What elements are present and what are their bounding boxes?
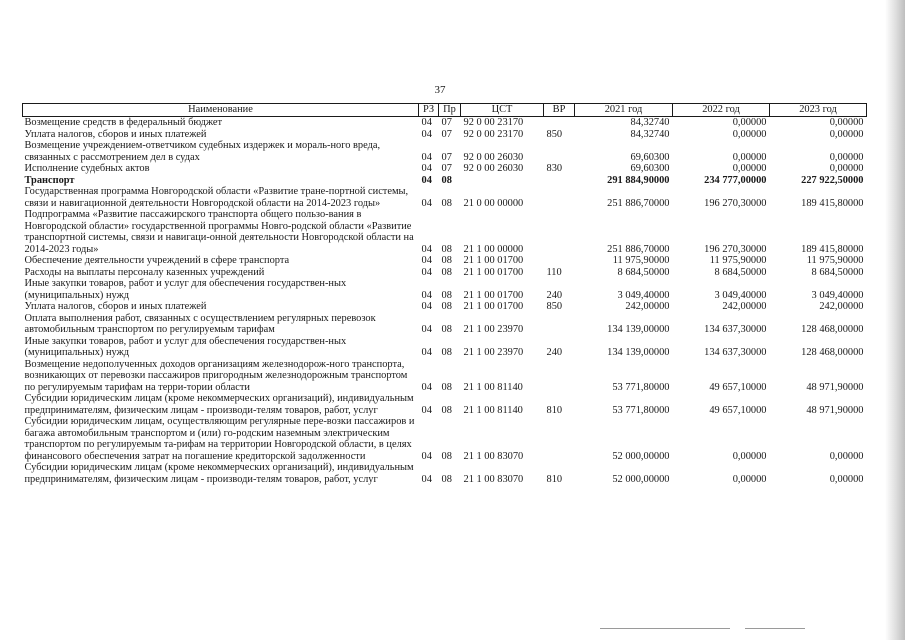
row-rz: 04: [421, 289, 432, 301]
table-row: [23, 186, 867, 209]
row-cst: 21 1 00 81140: [463, 381, 523, 393]
page-number: 37: [434, 84, 446, 96]
row-name: Возмещение учреждением-ответчиком судебных издержек и мораль-ного вреда, связанных с рассмотрением дел в судах: [24, 140, 381, 163]
row-rz: 04: [421, 197, 432, 209]
row-name: Уплата налогов, сборов и иных платежей: [24, 128, 207, 140]
row-rz: 04: [421, 301, 432, 312]
table-row: [23, 301, 867, 313]
row-amount-2021: 84,32740: [630, 117, 670, 128]
row-name: Субсидии юридическим лицам (кроме некоммерческих организаций), индивидуальным предпринимателям, физическим лицам - производи-телям товаров, работ, услуг: [24, 462, 414, 485]
row-vr: [544, 140, 575, 163]
row-cst: 21 0 00 00000: [463, 197, 524, 209]
row-pr: 08: [441, 450, 452, 462]
row-cst: 21 1 00 81140: [463, 404, 523, 416]
row-cst: 92 0 00 26030: [463, 151, 524, 163]
row-cst: 21 1 00 01700: [463, 255, 524, 266]
row-name: Возмещение средств в федеральный бюджет: [24, 117, 223, 128]
row-amount-2023: 0,00000: [829, 450, 864, 462]
row-amount-2021: 8 684,50000: [617, 266, 670, 278]
row-rz: 04: [421, 255, 432, 266]
row-amount-2021: 251 886,70000: [607, 197, 670, 209]
row-amount-2022: 11 975,90000: [709, 255, 767, 266]
row-pr: 08: [441, 255, 452, 266]
row-amount-2021: 134 139,00000: [607, 324, 670, 335]
table-row: [23, 336, 867, 359]
row-rz: 04: [421, 324, 432, 335]
row-amount-2021: 251 886,70000: [607, 243, 670, 255]
row-amount-2021: 53 771,80000: [612, 404, 670, 416]
row-cst: 21 1 00 23970: [463, 324, 524, 335]
row-name: Иные закупки товаров, работ и услуг для обеспечения государствен-ных (муниципальных) нужд: [24, 278, 347, 301]
table-row: [23, 278, 867, 301]
row-amount-2022: 134 637,30000: [704, 324, 767, 335]
row-vr: [544, 359, 575, 394]
row-amount-2022: 8 684,50000: [714, 266, 767, 278]
row-vr: 810: [546, 473, 563, 485]
row-name: Субсидии юридическим лицам (кроме некоммерческих организаций), индивидуальным предпринимателям, физическим лицам - производи-телям товаров, работ, услуг: [24, 393, 414, 416]
row-amount-2021: 11 975,90000: [612, 255, 670, 266]
row-rz: 04: [421, 243, 432, 255]
row-amount-2023: 227 922,50000: [801, 174, 864, 186]
table-row: [23, 359, 867, 394]
row-pr: 08: [441, 301, 452, 312]
header-rz: РЗ: [419, 104, 439, 117]
row-rz: 04: [421, 174, 432, 186]
row-amount-2022: 234 777,00000: [704, 174, 767, 186]
table-row: [23, 117, 867, 129]
row-pr: 08: [441, 324, 452, 335]
row-rz: 04: [421, 117, 432, 128]
row-amount-2022: 0,00000: [732, 450, 767, 462]
row-amount-2023: 3 049,40000: [811, 289, 864, 301]
table-header-row: [23, 104, 867, 117]
row-pr: 08: [441, 174, 452, 186]
row-amount-2022: 0,00000: [732, 473, 767, 485]
row-amount-2023: 0,00000: [829, 117, 864, 128]
table-row: [23, 175, 867, 187]
row-amount-2021: 53 771,80000: [612, 381, 670, 393]
row-cst: 21 1 00 01700: [463, 301, 524, 312]
row-name: Уплата налогов, сборов и иных платежей: [24, 301, 207, 312]
scan-artifact-line: [745, 628, 805, 629]
row-vr: [544, 255, 575, 267]
row-name: Исполнение судебных актов: [24, 163, 150, 174]
scan-edge-shadow: [885, 0, 905, 640]
row-amount-2022: 49 657,10000: [709, 381, 767, 393]
row-amount-2021: 69,60300: [630, 163, 670, 174]
row-pr: 07: [441, 151, 452, 163]
row-cst: 21 1 00 23970: [463, 347, 524, 358]
row-amount-2021: 242,00000: [625, 301, 670, 312]
row-pr: 08: [441, 197, 452, 209]
row-amount-2021: 52 000,00000: [612, 473, 670, 485]
row-amount-2023: 11 975,90000: [806, 255, 864, 266]
row-cst: 21 1 00 83070: [463, 450, 524, 462]
row-pr: 08: [441, 289, 452, 301]
table-row: [23, 267, 867, 279]
table-row: [23, 209, 867, 255]
row-name: Обеспечение деятельности учреждений в сфере транспорта: [24, 255, 290, 266]
table-row: [23, 393, 867, 416]
row-rz: 04: [421, 381, 432, 393]
table-row: [23, 163, 867, 175]
row-amount-2022: 49 657,10000: [709, 404, 767, 416]
row-cst: 21 1 00 83070: [463, 473, 524, 485]
row-amount-2021: 134 139,00000: [607, 347, 670, 358]
row-amount-2023: 0,00000: [829, 163, 864, 174]
row-cst: 92 0 00 23170: [463, 117, 524, 128]
row-amount-2023: 0,00000: [829, 151, 864, 163]
budget-table: [22, 103, 867, 485]
row-pr: 07: [441, 117, 452, 128]
row-amount-2021: 69,60300: [630, 151, 670, 163]
row-amount-2023: 189 415,80000: [801, 243, 864, 255]
header-cst: ЦСТ: [461, 104, 544, 117]
row-name: Субсидии юридическим лицам, осуществляющим регулярные пере-возки пассажиров и багажа автомобильным транспортом и (или) го-родским наземным электрическим транспортом по регулируемым та-рифам на территории Новгородской области, в целях финансового обеспечения затрат на погашение кредиторской задолженности: [24, 416, 415, 462]
row-cst: 92 0 00 23170: [463, 128, 524, 140]
row-rz: 04: [421, 163, 432, 174]
row-amount-2022: 0,00000: [732, 128, 767, 140]
row-pr: 07: [441, 163, 452, 174]
row-vr: [544, 209, 575, 255]
row-cst: 21 1 00 01700: [463, 266, 524, 278]
row-amount-2021: 3 049,40000: [617, 289, 670, 301]
table-row: [23, 462, 867, 485]
row-rz: 04: [421, 266, 432, 278]
row-vr: [544, 117, 575, 129]
table-row: [23, 140, 867, 163]
header-name: Наименование: [23, 104, 419, 117]
row-rz: 04: [421, 151, 432, 163]
row-cst: 92 0 00 26030: [463, 163, 524, 174]
row-name: Транспорт: [24, 174, 75, 186]
row-amount-2022: 3 049,40000: [714, 289, 767, 301]
header-pr: Пр: [439, 104, 461, 117]
header-2023: 2023 год: [770, 104, 867, 117]
row-vr: [544, 416, 575, 462]
row-amount-2023: 48 971,90000: [806, 404, 864, 416]
table-row: [23, 255, 867, 267]
row-amount-2022: 242,00000: [722, 301, 767, 312]
row-pr: 08: [441, 347, 452, 358]
row-vr: 850: [546, 301, 563, 312]
row-pr: 08: [441, 243, 452, 255]
row-amount-2021: 52 000,00000: [612, 450, 670, 462]
header-vr: ВР: [544, 104, 575, 117]
row-amount-2022: 196 270,30000: [704, 243, 767, 255]
row-vr: [544, 175, 575, 187]
row-amount-2023: 0,00000: [829, 128, 864, 140]
row-rz: 04: [421, 473, 432, 485]
scan-artifact-line: [600, 628, 730, 629]
row-vr: 110: [546, 266, 562, 278]
table-row: [23, 129, 867, 141]
row-cst: 21 1 00 00000: [463, 243, 524, 255]
row-vr: 240: [546, 347, 563, 358]
row-name: Иные закупки товаров, работ и услуг для обеспечения государствен-ных (муниципальных) нужд: [24, 335, 347, 358]
row-cst: 21 1 00 01700: [463, 289, 524, 301]
row-rz: 04: [421, 347, 432, 358]
row-pr: 08: [441, 404, 452, 416]
row-amount-2023: 0,00000: [829, 473, 864, 485]
row-name: Подпрограмма «Развитие пассажирского транспорта общего пользо-вания в Новгородской области» государственной программы Новго-родской области «Развитие транспортной системы, связи и навигаци-онной деятельности Новгородской области на 2014-2023 годы»: [24, 209, 414, 255]
row-vr: 810: [546, 404, 563, 416]
row-amount-2021: 291 884,90000: [607, 174, 670, 186]
row-vr: [544, 186, 575, 209]
row-amount-2023: 128 468,00000: [801, 324, 864, 335]
row-amount-2022: 0,00000: [732, 151, 767, 163]
row-pr: 07: [441, 128, 452, 140]
row-amount-2022: 0,00000: [732, 163, 767, 174]
row-amount-2023: 242,00000: [819, 301, 864, 312]
header-2022: 2022 год: [673, 104, 770, 117]
row-name: Государственная программа Новгородской области «Развитие тране-портной системы, связи и навигационной деятельности Новгородской области на 2014-2023 годы»: [24, 186, 409, 209]
row-amount-2022: 134 637,30000: [704, 347, 767, 358]
row-amount-2022: 196 270,30000: [704, 197, 767, 209]
row-cst: [461, 175, 544, 187]
row-rz: 04: [421, 450, 432, 462]
header-2021: 2021 год: [575, 104, 673, 117]
row-vr: 240: [546, 289, 563, 301]
row-rz: 04: [421, 404, 432, 416]
row-amount-2021: 84,32740: [630, 128, 670, 140]
row-name: Расходы на выплаты персоналу казенных учреждений: [24, 266, 265, 278]
row-pr: 08: [441, 473, 452, 485]
row-rz: 04: [421, 128, 432, 140]
row-amount-2023: 128 468,00000: [801, 347, 864, 358]
row-pr: 08: [441, 266, 452, 278]
row-pr: 08: [441, 381, 452, 393]
row-amount-2023: 48 971,90000: [806, 381, 864, 393]
row-name: Возмещение недополученных доходов организациям железнодорож-ного транспорта, возникающих от перевозки пассажиров пригородным железнодорожным транспортом по регулируемым тарифам на терри-тории области: [24, 358, 408, 393]
row-amount-2022: 0,00000: [732, 117, 767, 128]
table-row: [23, 313, 867, 336]
row-vr: 830: [546, 163, 563, 174]
row-amount-2023: 8 684,50000: [811, 266, 864, 278]
row-vr: [544, 313, 575, 336]
table-body: [23, 117, 867, 486]
table-row: [23, 416, 867, 462]
row-amount-2023: 189 415,80000: [801, 197, 864, 209]
row-vr: 850: [546, 128, 563, 140]
row-name: Оплата выполнения работ, связанных с осуществлением регулярных перевозок автомобильным транспортом по регулируемым тарифам: [24, 312, 376, 335]
